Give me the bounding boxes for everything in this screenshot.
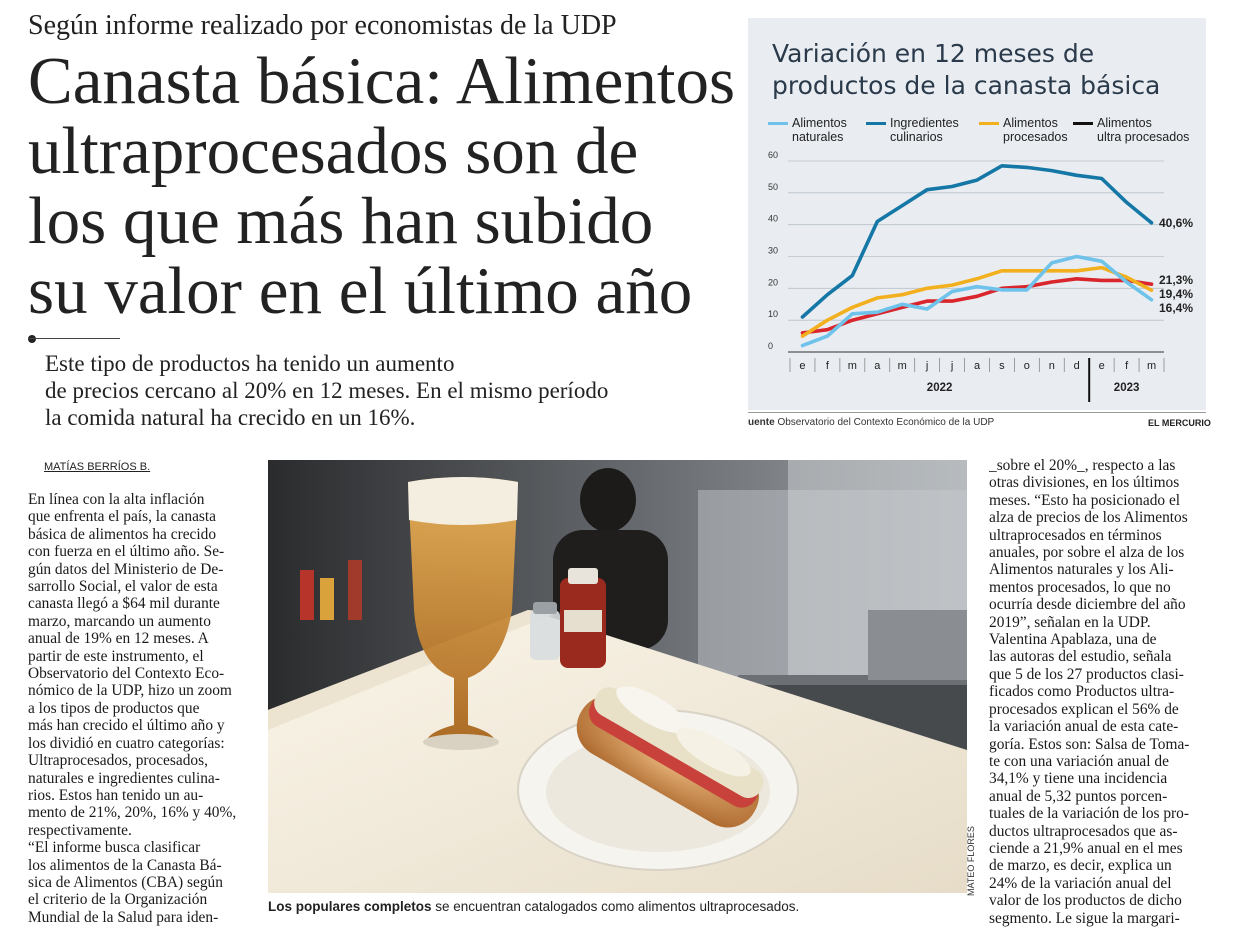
x-tick-label: f [1125, 360, 1129, 372]
article-line: segmento. Le sigue la margari- [989, 909, 1180, 927]
year-label: 2022 [926, 382, 953, 394]
data-point-naturales [976, 285, 979, 288]
photo-caption [268, 899, 799, 914]
article-line: valor de los productos de dicho [989, 892, 1182, 910]
data-point-procesados [926, 287, 929, 290]
article-line: Alimentos naturales y los Ali- [989, 561, 1174, 579]
article-line: ocurría desde diciembre del año [989, 596, 1186, 614]
divider-dot [28, 335, 36, 343]
end-label-culinarios: 40,6% [1159, 215, 1194, 230]
article-line: anuales, por sobre el alza de los [989, 544, 1185, 562]
article-line: de marzo, es decir, explica un [989, 857, 1172, 875]
year-label: 2023 [1113, 382, 1140, 394]
article-line: naturales e ingredientes culina- [28, 769, 220, 787]
article-line: tuales de la variación de los pro- [989, 805, 1190, 823]
data-point-naturales [801, 344, 804, 347]
x-tick-label: m [1146, 360, 1157, 372]
headline-line: ultraprocesados son de [28, 114, 639, 188]
x-tick-label: j [925, 360, 929, 372]
kicker: Según informe realizado por economistas de la UDP [28, 10, 617, 41]
article-line: _sobre el 20%_, respecto a las [989, 457, 1176, 474]
data-point-culinarios [1025, 166, 1028, 169]
y-tick-label: 0 [768, 341, 774, 351]
data-point-culinarios [876, 220, 879, 223]
data-point-ultraprocesados [851, 319, 854, 322]
article-line: Observatorio del Contexto Eco- [28, 665, 225, 683]
data-point-procesados [801, 335, 804, 338]
data-point-culinarios [1050, 169, 1053, 172]
data-point-ultraprocesados [826, 328, 829, 331]
legend-label: culinarios [890, 130, 943, 144]
article-line: 2019”, señalan en la UDP. [989, 613, 1151, 631]
data-point-procesados [976, 277, 979, 280]
data-point-naturales [876, 311, 879, 314]
data-point-procesados [851, 306, 854, 309]
article-line: mentos procesados, lo que no [989, 578, 1171, 596]
chart-panel [748, 18, 1206, 410]
data-point-culinarios [926, 188, 929, 191]
x-tick-label: n [1048, 360, 1055, 372]
data-point-naturales [1025, 289, 1028, 292]
data-point-culinarios [801, 316, 804, 319]
data-point-culinarios [1125, 201, 1128, 204]
data-point-culinarios [1150, 221, 1153, 224]
data-point-procesados [1001, 269, 1004, 272]
end-label-ultraprocesados: 21,3% [1159, 273, 1194, 287]
article-line: Ultraprocesados, procesados, [28, 752, 208, 770]
chart-title-line: Variación en 12 meses de [772, 39, 1095, 68]
x-tick-label: a [973, 360, 981, 372]
article-line: sica de Alimentos (CBA) según [28, 873, 223, 891]
deck [45, 350, 725, 431]
x-tick-label: a [874, 360, 881, 372]
legend-swatch-ultraprocesados [1073, 122, 1093, 125]
data-point-procesados [1050, 269, 1053, 272]
article-line: 34,1% y tiene una incidencia [989, 770, 1168, 788]
y-tick-label: 20 [768, 277, 779, 288]
article-line: sarrollo Social, el valor de esta [28, 578, 218, 596]
y-tick-label: 40 [768, 213, 779, 224]
x-tick-label: f [825, 360, 829, 372]
data-point-naturales [1050, 261, 1053, 264]
data-point-naturales [851, 312, 854, 315]
article-line: las autoras del estudio, señala [989, 648, 1172, 666]
legend-swatch-procesados [979, 122, 999, 125]
article-line: ultraprocesados en términos [989, 526, 1162, 544]
deck-line: la comida natural ha crecido en un 16%. [45, 405, 416, 430]
data-point-culinarios [976, 179, 979, 182]
legend-label: naturales [792, 130, 844, 144]
article-line: la variación anual de esta cate- [989, 718, 1179, 736]
data-point-procesados [1100, 266, 1103, 269]
data-point-naturales [1075, 255, 1078, 258]
legend-label: procesados [1003, 130, 1068, 144]
chart-legend [768, 116, 1208, 150]
chart-title [772, 38, 1160, 102]
article-line: Valentina Apablaza, una de [989, 631, 1157, 649]
series-line-culinarios [803, 166, 1152, 317]
data-point-procesados [826, 319, 829, 322]
deck-line: Este tipo de productos ha tenido un aumento [45, 351, 455, 376]
data-point-naturales [1150, 298, 1153, 301]
article-line: ductos ultraprocesados que as- [989, 822, 1178, 840]
article-line: gún datos del Ministerio de De- [28, 560, 224, 578]
article-line: Mundial de la Salud para iden- [28, 908, 219, 926]
data-point-ultraprocesados [926, 300, 929, 303]
data-point-naturales [951, 290, 954, 293]
chart-title-line: productos de la canasta básica [772, 71, 1161, 100]
article-line: anual de 5,32 puntos porcen- [989, 787, 1168, 805]
data-point-culinarios [1001, 164, 1004, 167]
photo-credit-text: MATEO FLORES [966, 826, 976, 896]
article-line: ciende a 21,9% anual en el mes [989, 839, 1183, 857]
data-point-culinarios [851, 274, 854, 277]
data-point-naturales [901, 303, 904, 306]
article-line: respectivamente. [28, 821, 132, 839]
photo-credit [966, 826, 980, 896]
article-column-left [28, 491, 250, 926]
data-point-procesados [1125, 276, 1128, 279]
y-tick-label: 60 [768, 150, 779, 160]
data-point-procesados [876, 296, 879, 299]
y-tick-label: 30 [768, 245, 779, 256]
x-tick-label: e [1098, 360, 1105, 372]
article-line: básica de alimentos ha crecido [28, 525, 217, 543]
legend-label: Alimentos [792, 116, 847, 130]
article-line: los dividió en cuatro categorías: [28, 734, 225, 752]
data-point-procesados [901, 293, 904, 296]
article-line: meses. “Esto ha posicionado el [989, 491, 1181, 509]
data-point-naturales [1125, 281, 1128, 284]
data-point-ultraprocesados [976, 295, 979, 298]
photo-caption-bold: Los populares completos [268, 899, 432, 914]
data-point-ultraprocesados [1075, 277, 1078, 280]
article-line: con fuerza en el último año. Se- [28, 543, 225, 561]
chart-source [748, 417, 994, 428]
legend-label: ultra procesados [1097, 130, 1190, 144]
data-point-ultraprocesados [1150, 283, 1153, 286]
x-tick-label: e [799, 360, 806, 372]
article-line: anual de 19% en 12 meses. A [28, 630, 209, 648]
article-line: nómico de la UDP, hizo un zoom [28, 682, 232, 700]
data-point-ultraprocesados [951, 300, 954, 303]
byline: MATÍAS BERRÍOS B. [44, 461, 151, 473]
legend-label: Ingredientes [890, 116, 959, 130]
data-point-ultraprocesados [1050, 281, 1053, 284]
article-line: canasta llegó a $64 mil durante [28, 595, 220, 613]
x-tick-label: m [897, 360, 907, 372]
x-tick-label: j [950, 360, 954, 372]
chart-credit: EL MERCURIO [1148, 418, 1211, 428]
article-line: más han crecido el último año y [28, 717, 225, 735]
data-point-naturales [1100, 260, 1103, 263]
article-line: los alimentos de la Canasta Bá- [28, 856, 222, 874]
headline-line: los que más han subido [28, 184, 654, 258]
x-tick-label: d [1073, 360, 1080, 372]
headline [28, 44, 736, 328]
data-point-naturales [1001, 289, 1004, 292]
article-line: mento de 21%, 20%, 16% y 40%, [28, 804, 237, 822]
photo-caption-text: se encuentran catalogados como alimentos ultraprocesados. [431, 899, 800, 914]
legend-label: Alimentos [1097, 116, 1152, 130]
data-point-culinarios [1100, 177, 1103, 180]
article-line: rios. Estos han tenido un au- [28, 786, 204, 804]
data-point-culinarios [951, 185, 954, 188]
article-line: que 5 de los 27 productos clasi- [989, 665, 1184, 683]
y-tick-label: 10 [768, 309, 779, 320]
data-point-naturales [826, 335, 829, 338]
article-line: partir de este instrumento, el [28, 647, 204, 665]
data-point-culinarios [826, 293, 829, 296]
article-line: te con una variación anual de [989, 752, 1169, 770]
article-line: ficados como Productos ultra- [989, 683, 1175, 701]
end-label-procesados: 19,4% [1159, 287, 1194, 301]
article-line: marzo, marcando un aumento [28, 612, 211, 630]
article-column-right [989, 457, 1211, 927]
article-line: a los tipos de productos que [28, 699, 200, 717]
data-point-procesados [1025, 269, 1028, 272]
photo-illustration [268, 460, 967, 893]
article-line: procesados explican el 56% de [989, 700, 1179, 718]
article-line: el criterio de la Organización [28, 891, 208, 909]
legend-swatch-culinarios [866, 122, 886, 125]
article-line: En línea con la alta inflación [28, 491, 205, 508]
data-point-procesados [1075, 269, 1078, 272]
deck-line: de precios cercano al 20% en 12 meses. En el mismo período [45, 378, 609, 403]
article-line: que enfrenta el país, la canasta [28, 508, 217, 526]
legend-swatch-naturales [768, 122, 788, 125]
data-point-procesados [951, 284, 954, 287]
data-point-procesados [1150, 289, 1153, 292]
chart-source-label: uente [748, 417, 775, 428]
headline-line: Canasta básica: Alimentos [28, 44, 736, 118]
source-rule [748, 412, 1206, 413]
end-label-naturales: 16,4% [1159, 301, 1194, 315]
data-point-naturales [926, 308, 929, 311]
chart-source-text: Observatorio del Contexto Económico de la UDP [774, 417, 995, 428]
x-tick-label: o [1023, 360, 1030, 372]
article-line: alza de precios de los Alimentos [989, 509, 1188, 527]
x-tick-label: s [999, 360, 1005, 372]
article-line: 24% de la variación anual del [989, 874, 1172, 892]
photo [268, 460, 967, 893]
legend-label: Alimentos [1003, 116, 1058, 130]
data-point-culinarios [901, 204, 904, 207]
y-tick-label: 50 [768, 181, 779, 192]
x-tick-label: m [847, 360, 857, 372]
article-line: otras divisiones, en los últimos [989, 474, 1180, 492]
headline-line: su valor en el último año [28, 254, 693, 328]
article-line: goría. Estos son: Salsa de Toma- [989, 735, 1190, 753]
divider [28, 338, 120, 339]
article-line: “El informe busca clasificar [28, 839, 201, 857]
data-point-culinarios [1075, 174, 1078, 177]
data-point-ultraprocesados [1100, 279, 1103, 282]
